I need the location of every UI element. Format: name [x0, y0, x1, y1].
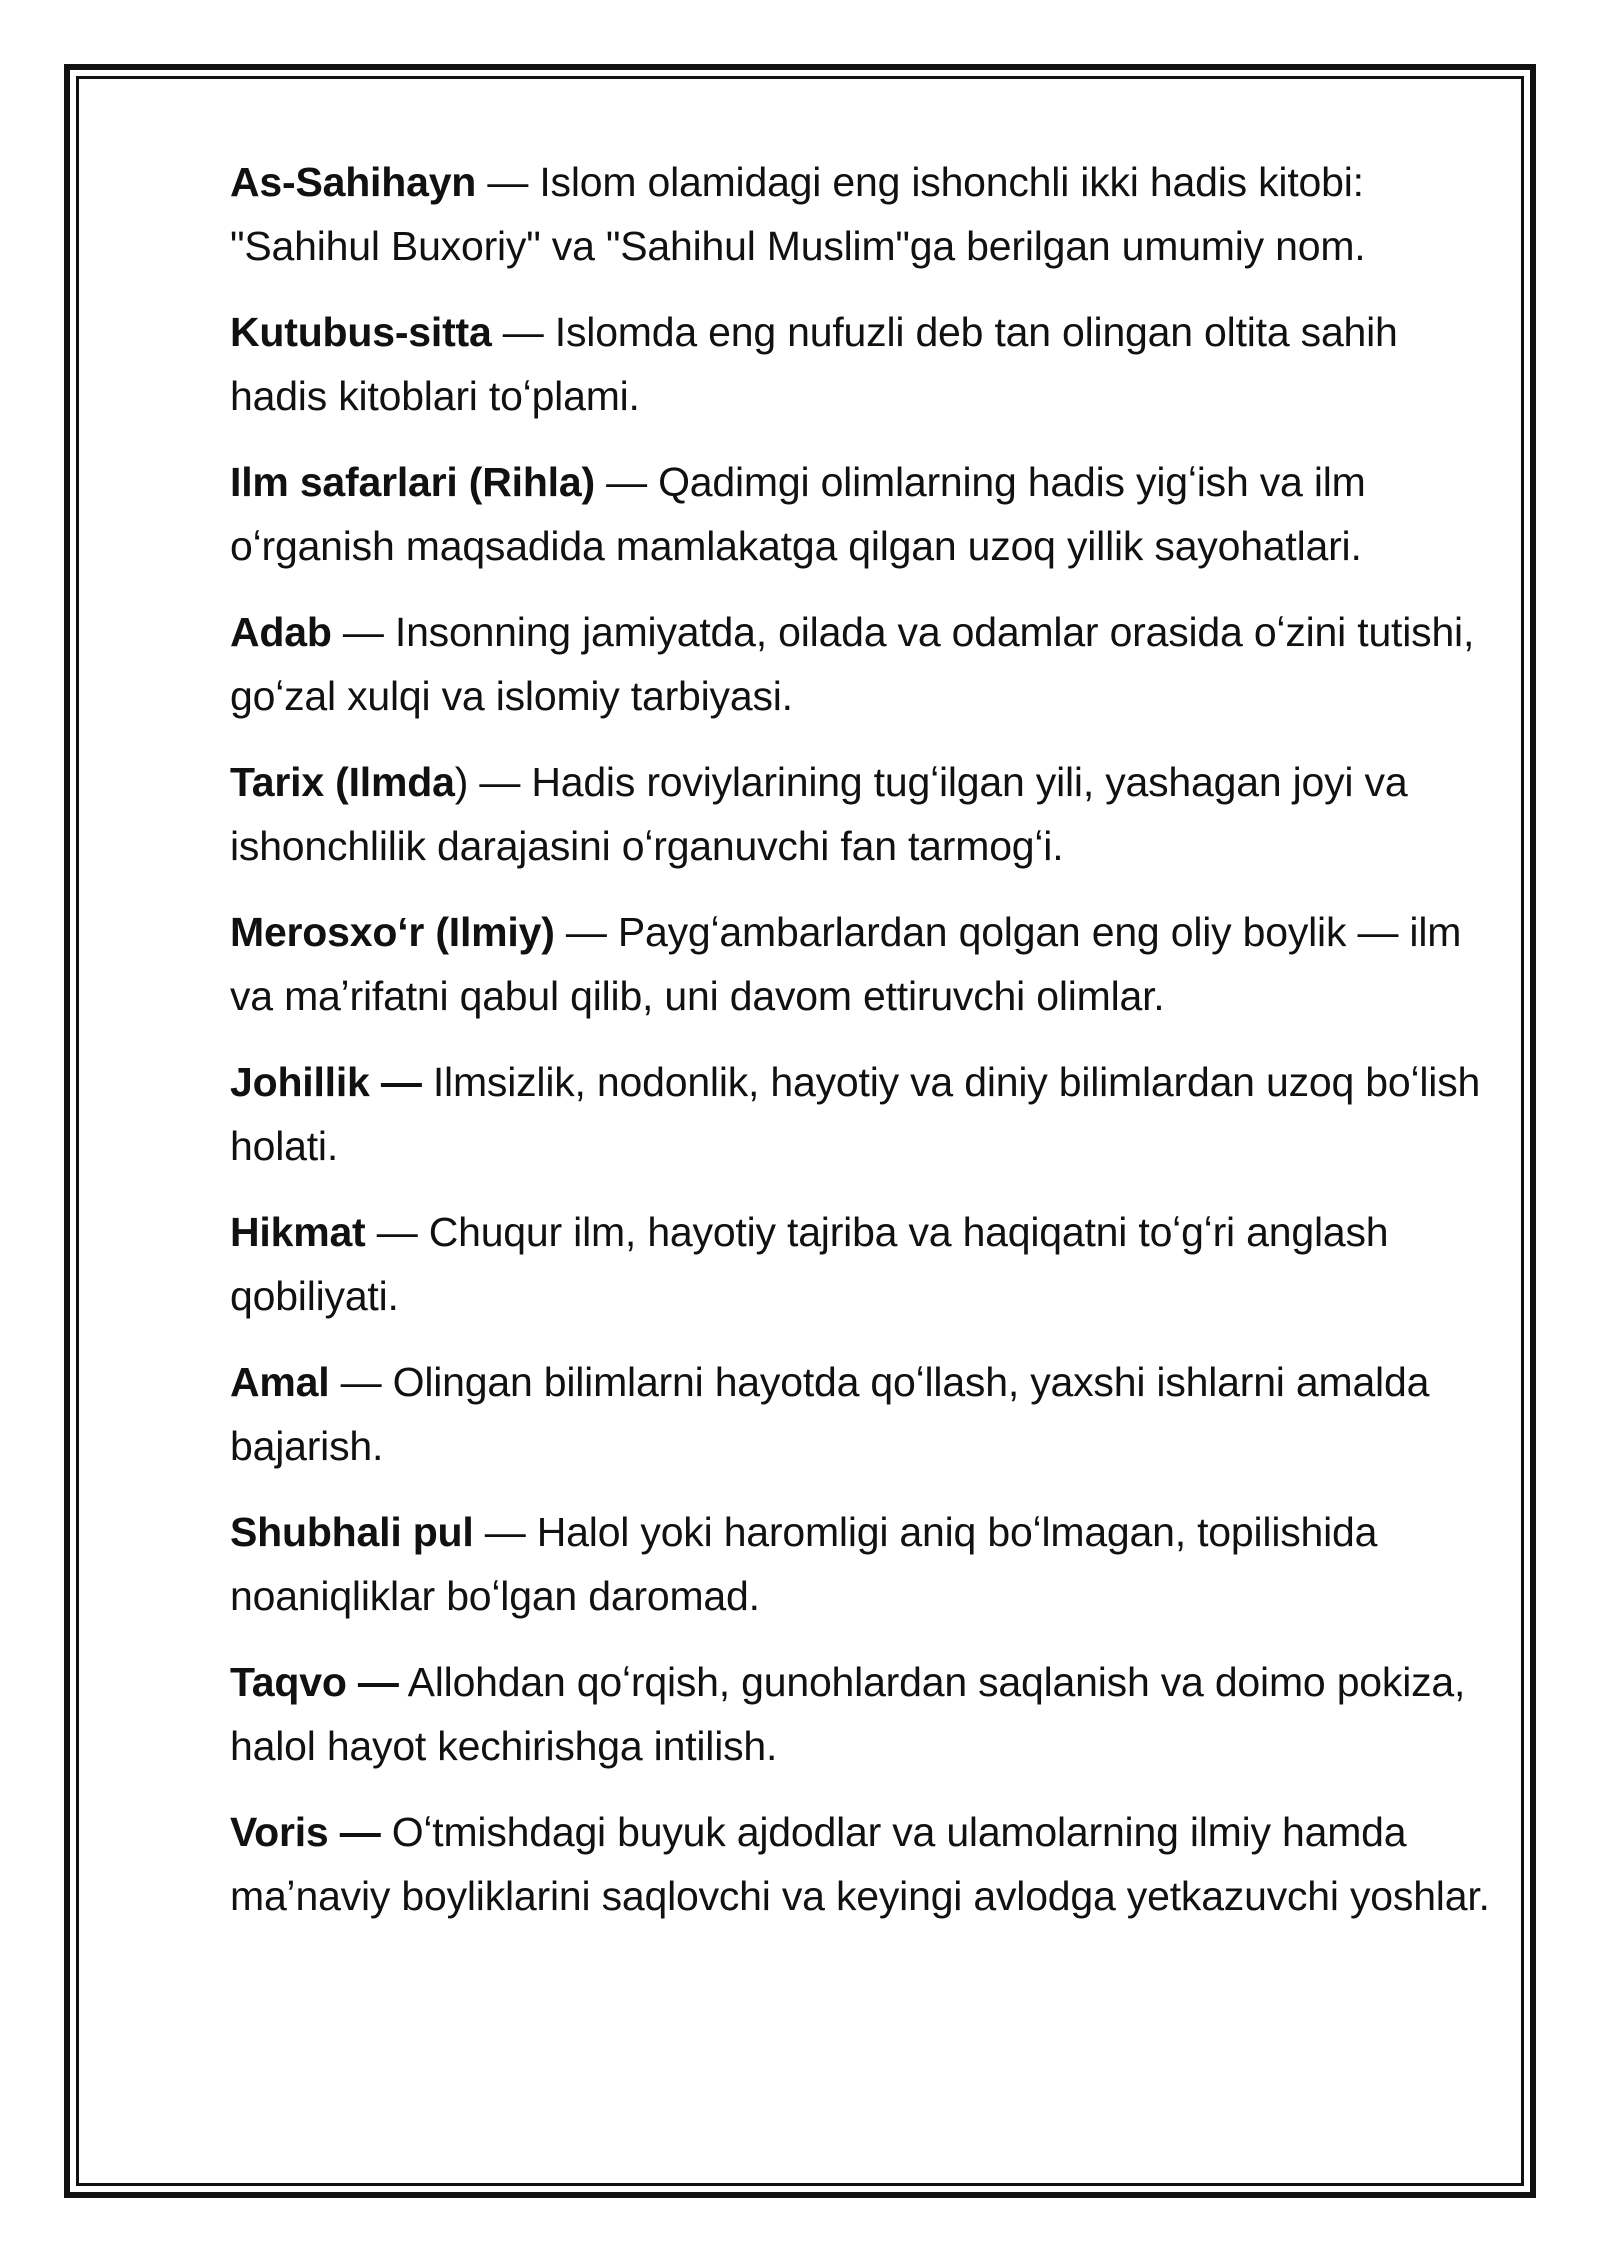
- glossary-definition: — Paygʻambarlardan qolgan eng oliy boylik — ilm va maʼrifatni qabul qilib, uni davom ettiruvchi olimlar.: [230, 909, 1462, 1019]
- glossary-term: Ilm safarlari (Rihla): [230, 459, 595, 505]
- glossary-definition: Oʻtmishdagi buyuk ajdodlar va ulamolarning ilmiy hamda maʼnaviy boyliklarini saqlovchi va keyingi avlodga yetkazuvchi yoshlar.: [230, 1809, 1490, 1919]
- glossary-entry: [230, 300, 1500, 428]
- glossary-term: Tarix (Ilmda: [230, 759, 455, 805]
- glossary-term: Adab: [230, 609, 332, 655]
- glossary-definition: — Qadimgi olimlarning hadis yigʻish va ilm oʻrganish maqsadida mamlakatga qilgan uzoq yillik sayohatlari.: [230, 459, 1366, 569]
- glossary-entry: [230, 1200, 1500, 1328]
- glossary-term: Merosxoʻr (Ilmiy): [230, 909, 555, 955]
- glossary-definition: — Islom olamidagi eng ishonchli ikki hadis kitobi: "Sahihul Buxoriy" va "Sahihul Muslim"ga berilgan umumiy nom.: [230, 159, 1366, 269]
- glossary-entry: [230, 1800, 1500, 1928]
- glossary-entry: [230, 1050, 1500, 1178]
- glossary-definition: — Chuqur ilm, hayotiy tajriba va haqiqatni toʻgʻri anglash qobiliyati.: [230, 1209, 1389, 1319]
- glossary-entry: [230, 150, 1500, 278]
- glossary-term: Taqvo —: [230, 1659, 399, 1705]
- glossary-term: Voris —: [230, 1809, 381, 1855]
- glossary-entry: [230, 750, 1500, 878]
- glossary-term: As-Sahihayn: [230, 159, 477, 205]
- glossary-term: Hikmat: [230, 1209, 366, 1255]
- glossary-entry: [230, 1350, 1500, 1478]
- glossary-entry: [230, 600, 1500, 728]
- glossary-entry: [230, 1500, 1500, 1628]
- glossary-definition: — Halol yoki haromligi aniq boʻlmagan, topilishida noaniqliklar boʻlgan daromad.: [230, 1509, 1378, 1619]
- glossary-definition: — Islomda eng nufuzli deb tan olingan oltita sahih hadis kitoblari toʻplami.: [230, 309, 1398, 419]
- glossary-term: Shubhali pul: [230, 1509, 474, 1555]
- glossary-definition: Allohdan qoʻrqish, gunohlardan saqlanish va doimo pokiza, halol hayot kechirishga intilish.: [230, 1659, 1466, 1769]
- glossary-entry: [230, 900, 1500, 1028]
- glossary-definition: — Insonning jamiyatda, oilada va odamlar orasida oʻzini tutishi, goʻzal xulqi va islomiy tarbiyasi.: [230, 609, 1475, 719]
- glossary-term: Amal: [230, 1359, 330, 1405]
- glossary-list: [230, 150, 1500, 1950]
- glossary-definition: Ilmsizlik, nodonlik, hayotiy va diniy bilimlardan uzoq boʻlish holati.: [230, 1059, 1481, 1169]
- glossary-term: Kutubus-sitta: [230, 309, 492, 355]
- glossary-definition: ) — Hadis roviylarining tugʻilgan yili, yashagan joyi va ishonchlilik darajasini oʻrganuvchi fan tarmogʻi.: [230, 759, 1408, 869]
- glossary-entry: [230, 1650, 1500, 1778]
- glossary-entry: [230, 450, 1500, 578]
- glossary-term: Johillik —: [230, 1059, 422, 1105]
- glossary-definition: — Olingan bilimlarni hayotda qoʻllash, yaxshi ishlarni amalda bajarish.: [230, 1359, 1430, 1469]
